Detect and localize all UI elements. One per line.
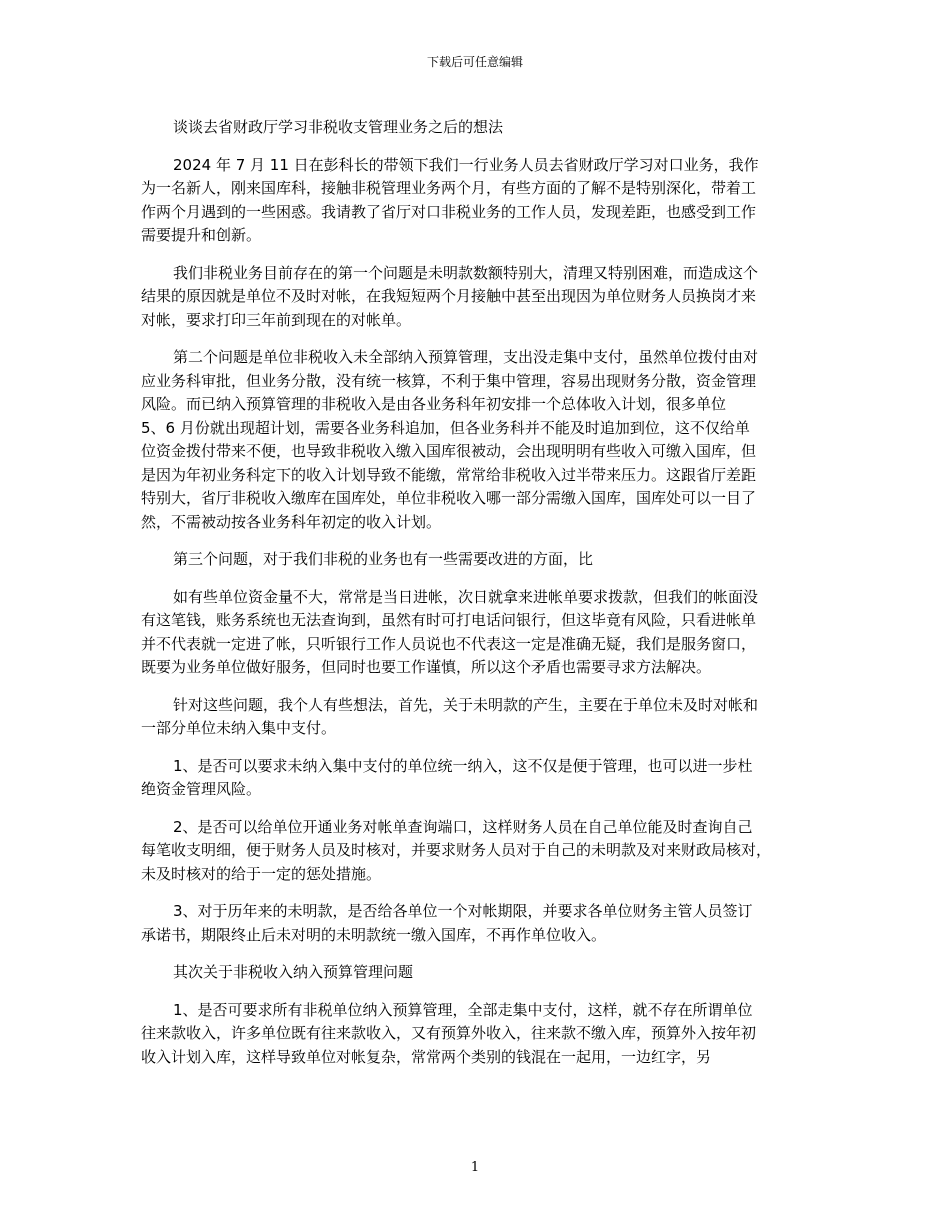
page-header: 下载后可任意编辑 [426,55,523,69]
paragraph-6: 针对这些问题，我个人有些想法，首先，关于未明款的产生，主要在于单位未及时对帐和 一部分单位未纳入集中支付。 [141,695,759,737]
paragraph-3: 第二个问题是单位非税收入未全部纳入预算管理，支出没走集中支付，虽然单位拨付由对 应业务科审批，但业务分散，没有统一核算，不利于集中管理，容易出现财务分散，资金管理 风险。而已纳入预算管理的非税收入是由各业务科年初安排一个总体收入计划，很多单位 5、6 月份就出现超计划，需要各业务科追加，但各业务科并不能及时追加到位，这不仅给单 位资金拨付带来不便，也导致非税收入缴入国库很被动，会出现明明有些收入可缴入国库，但 是因为年初业务科定下的收入计划导致不能缴，常常给非税收入过半带来压力。这跟省厅差距 特别大，省厅非税收入缴库在国库处，单位非税收入哪一部分需缴入国库，国库处可以一目了 然，不需被动按各业务科年初定的收入计划。 [141,348,759,531]
paragraph-8: 2、是否可以给单位开通业务对帐单查询端口，这样财务人员在自己单位能及时查询自己 每笔收支明细，便于财务人员及时核对，并要求财务人员对于自己的未明款及对来财政局核对， 未及时核对的给于一定的惩处措施。 [141,817,772,883]
page-number: 1 [470,1160,480,1175]
paragraph-4: 第三个问题，对于我们非税的业务也有一些需要改进的方面，比 [173,550,594,568]
paragraph-5: 如有些单位资金量不大，常常是当日进帐，次日就拿来进帐单要求拨款，但我们的帐面没 有这笔钱，账务系统也无法查询到，虽然有时可打电话问银行，但这毕竟有风险，只看进帐单 并不代表就一定进了帐，只听银行工作人员说也不代表这一定是准确无疑，我们是服务窗口， 既要为业务单位做好服务，但同时也要工作谨慎，所以这个矛盾也需要寻求方法解决。 [141,587,759,676]
paragraph-7: 1、是否可以要求未纳入集中支付的单位统一纳入，这不仅是便于管理，也可以进一步杜 绝资金管理风险。 [141,756,753,798]
paragraph-11: 1、是否可要求所有非税单位纳入预算管理，全部走集中支付，这样，就不存在所谓单位 往来款收入，许多单位既有往来款收入，又有预算外收入，往来款不缴入库，预算外入按年初 收入计划入库，这样导致单位对帐复杂，常常两个类别的钱混在一起用，一边红字，另 [141,1000,757,1066]
paragraph-1: 2024 年 7 月 11 日在彭科长的带领下我们一行业务人员去省财政厅学习对口业务，我作 为一名新人，刚来国库科，接触非税管理业务两个月，有些方面的了解不是特别深化，带着工 作两个月遇到的一些困惑。我请教了省厅对口非税业务的工作人员，发现差距，也感受到工作 需要提升和创新。 [141,155,759,244]
document-body [141,116,813,1083]
paragraph-10: 其次关于非税收入纳入预算管理问题 [173,963,414,981]
paragraph-2: 我们非税业务目前存在的第一个问题是未明款数额特别大，清理又特别困难，而造成这个 结果的原因就是单位不及时对帐，在我短短两个月接触中甚至出现因为单位财务人员换岗才来 对帐，要求打印三年前到现在的对帐单。 [141,263,759,329]
paragraph-9: 3、对于历年来的未明款，是否给各单位一个对帐期限，并要求各单位财务主管人员签订 承诺书，期限终止后未对明的未明款统一缴入国库，不再作单位收入。 [141,902,753,944]
document-title: 谈谈去省财政厅学习非税收支管理业务之后的想法 [173,118,504,136]
